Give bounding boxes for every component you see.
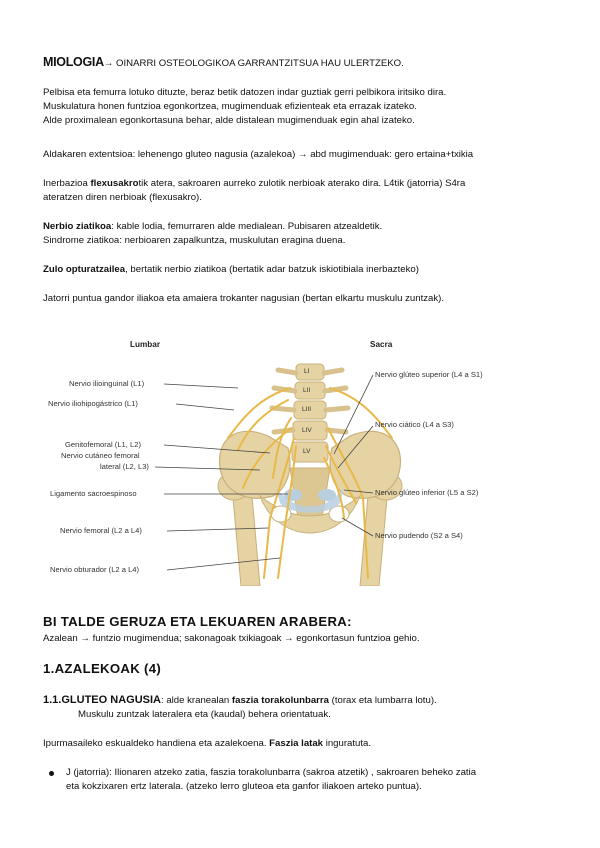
figure-heading-sacra: Sacra [370,340,393,349]
title-rest: → OINARRI OSTEOLOGIKOA GARRANTZITSUA HAU ULERTZEKO. [103,58,404,69]
text: , bertatik nerbio ziatikoa (bertatik adar batzuk iskiotibiala inerbazteko) [125,264,419,275]
text-line: Muskulu zuntzak lateralera eta (kaudal) behera orientatuak. [78,709,331,720]
text: Ipurmasaileko eskualdeko handiena eta azalekoena. [43,738,270,749]
label-femoral: Nervio femoral (L2 a L4) [60,526,142,535]
label-cutaneo-femoral: Nervio cutáneo femoral [61,451,140,460]
paragraph-largest [43,737,563,751]
text: inguratuta. [323,738,372,749]
text-line: eta kokzixaren ertz laterala. (atzeko lerro gluteoa eta ganfor iliakoen arteko puntua). [66,781,422,792]
bold-term: flexusakro [90,178,139,189]
text-line: ateratzen diren nerbioak (flexusakro). [43,192,202,203]
label-ciatico: Nervio ciático (L4 a S3) [375,420,454,429]
vertebra-label: LIII [302,406,312,413]
vertebra-label: LII [303,387,311,394]
vertebra-label: LI [304,368,310,375]
bold-term: faszia torakolunbarra [231,695,329,706]
text-line: Pelbisa eta femurra lotuko dituzte, beraz betik datozen indar guztiak gerri pelbikora iritsiko dira. [43,87,447,98]
label-genitofemoral: Genitofemoral (L1, L2) [65,440,141,449]
paragraph-extension: Aldakaren extentsioa: lehenengo gluteo nagusia (azalekoa) → abd mugimenduak: gero ertaina+txikia [43,149,474,160]
label-sacroespinoso: Ligamento sacroespinoso [50,489,137,498]
paragraph-origin: Jatorri puntua gandor iliakoa eta amaiera trokanter nagusian (bertan elkartu muskulu zuntzak). [43,293,445,304]
paragraph-obturator [43,263,563,277]
text: Inerbazioa [43,178,91,189]
text: (torax eta lumbarra lotu). [328,695,437,706]
label-gluteo-inferior: Nervio glúteo inferior (L5 a S2) [375,488,479,497]
subsection-number: 1.1. [43,694,62,706]
figure-heading-lumbar: Lumbar [130,340,161,349]
label-gluteo-superior: Nervio glúteo superior (L4 a S1) [375,370,483,379]
subsection-title: GLUTEO NAGUSIA [61,694,161,706]
text-line: Sindrome ziatikoa: nerbioaren zapalkuntza, muskulutan eragina duena. [43,235,346,246]
paragraph-sciatic [43,220,563,248]
title-main: MIOLOGIA [43,55,104,69]
bold-term: Zulo opturatzailea [43,264,126,275]
text: tik atera, sakroaren aurreko zulotik nerbioak aterako dira. L4tik (jatorria) S4ra [138,178,466,189]
label-cutaneo-femoral-2: lateral (L2, L3) [100,462,149,471]
section-heading-2: 1.AZALEKOAK (4) [43,661,162,676]
text: : alde kranealan [160,695,232,706]
text-line: J (jatorria): Ilionaren atzeko zatia, faszia torakolunbarra (sakroa atzetik) , sakroaren beheko zatia [66,767,477,778]
document-title [43,55,563,71]
vertebra-label: LV [303,448,311,455]
bold-term: Nerbio ziatikoa [43,221,112,232]
text-line: Alde proximalean egonkortasuna behar, alde distalean mugimenduak egin ahal izateko. [43,115,415,126]
pelvis-nerves-figure [38,328,558,586]
label-ilioinguinal: Nervio ilioinguinal (L1) [69,379,145,388]
subsection-gluteo-nagusia [43,693,563,722]
label-obturador: Nervio obturador (L2 a L4) [50,565,140,574]
text: : kable lodia, femurraren alde medialean. Pubisaren atzealdetik. [111,221,383,232]
paragraph-intro [43,86,563,128]
bullet-dot [49,771,54,776]
section-text: Azalean → funtzio mugimendua; sakonagoak txikiagoak → egonkortasun funtzioa gehio. [43,633,420,644]
label-pudendo: Nervio pudendo (S2 a S4) [375,531,463,540]
paragraph-innervation [43,177,563,205]
text-line: Muskulatura honen funtzioa egonkortzea, mugimenduak efizienteak eta errazak izateko. [43,101,417,112]
section-heading: BI TALDE GERUZA ETA LEKUAREN ARABERA: [43,614,352,629]
bold-term: Faszia latak [269,738,324,749]
vertebra-label: LIV [302,427,312,434]
list-item [62,766,562,794]
label-iliohipogastrico: Nervio iliohipogástrico (L1) [48,399,138,408]
